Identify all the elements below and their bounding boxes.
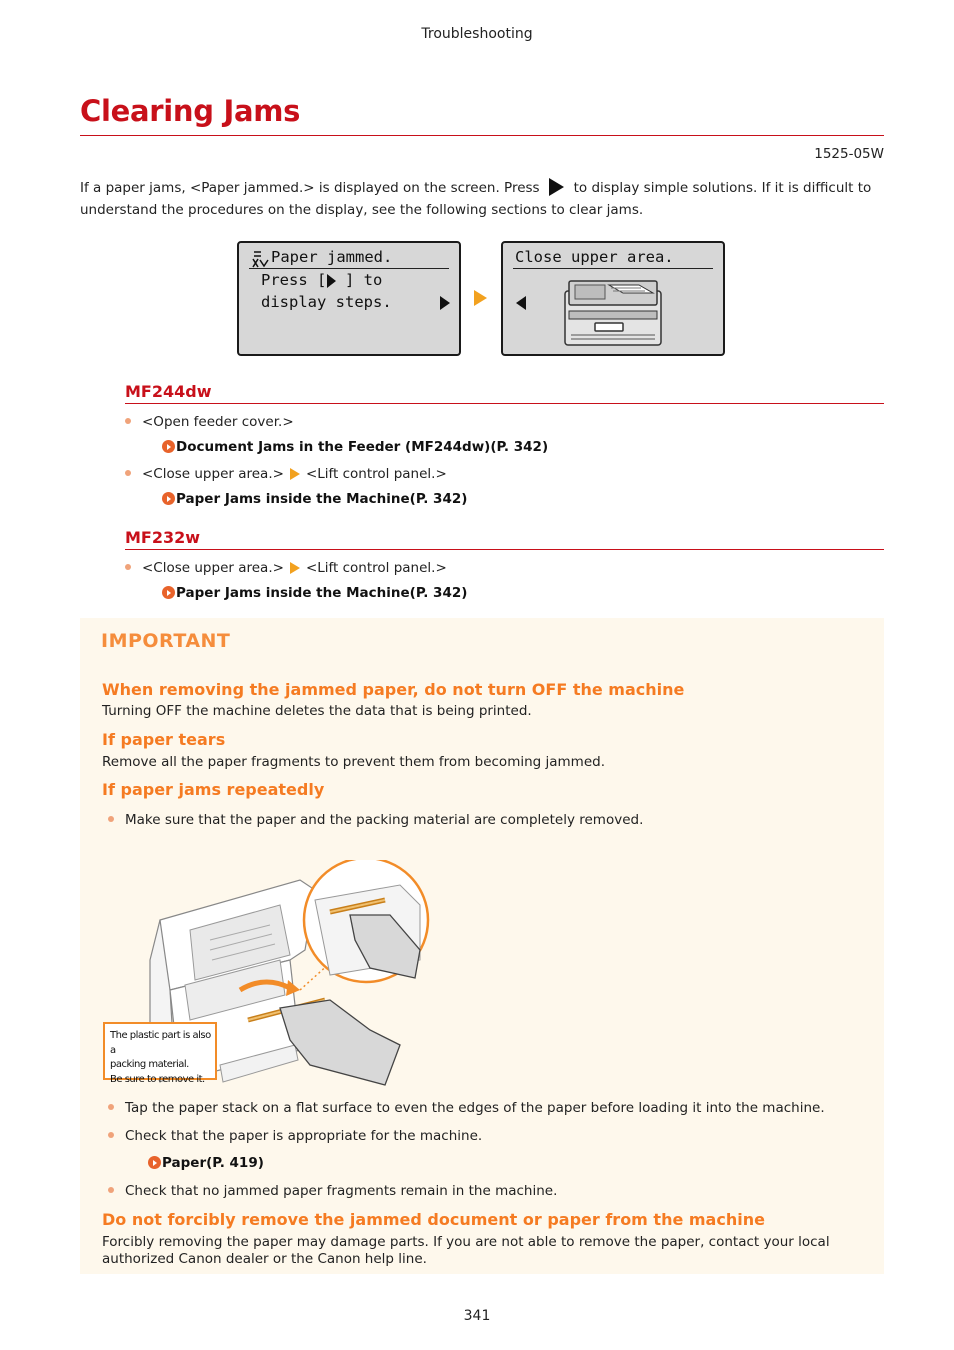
list-item xyxy=(108,1183,557,1199)
flow-arrow-icon xyxy=(474,290,487,306)
lcd1-divider xyxy=(249,268,449,269)
title-rule xyxy=(80,135,884,136)
step-arrow-icon xyxy=(290,562,300,574)
callout-line-1: The plastic part is also a xyxy=(110,1030,211,1056)
bullet-icon xyxy=(125,470,131,476)
bullet-icon xyxy=(108,816,114,822)
link-arrow-icon xyxy=(162,440,175,453)
link-label: Paper Jams inside the Machine(P. 342) xyxy=(176,491,468,507)
page-number: 341 xyxy=(463,1308,491,1324)
list-item xyxy=(125,466,447,482)
important-label: IMPORTANT xyxy=(101,630,231,652)
lcd-right-arrow-icon xyxy=(327,274,336,288)
lcd-next-arrow-icon xyxy=(440,296,450,310)
list-item-text: <Open feeder cover.> xyxy=(142,414,294,430)
important-heading-jams-repeatedly: If paper jams repeatedly xyxy=(102,780,325,799)
printer-icon xyxy=(561,279,665,347)
model-heading-mf244dw: MF244dw xyxy=(125,382,884,404)
link-arrow-icon xyxy=(148,1156,161,1169)
lcd2-line1: Close upper area. xyxy=(515,248,674,266)
bullet-icon xyxy=(108,1187,114,1193)
link-paper-jams-inside[interactable] xyxy=(162,585,467,601)
lcd1-line1: Paper jammed. xyxy=(271,248,393,266)
link-label: Paper(P. 419) xyxy=(162,1155,264,1171)
next-arrow-icon xyxy=(549,178,564,196)
list-item xyxy=(108,1128,482,1144)
list-item-text-b: <Lift control panel.> xyxy=(305,466,447,482)
lcd-screen-paper-jammed xyxy=(237,241,461,356)
callout-plastic-part xyxy=(103,1022,217,1085)
link-arrow-icon xyxy=(162,586,175,599)
callout-line-3: Be sure to remove it. xyxy=(110,1073,205,1085)
list-item-text: Tap the paper stack on a flat surface to even the edges of the paper before loading it into the machine. xyxy=(125,1100,825,1116)
bullet-icon xyxy=(125,418,131,424)
intro-text-before: If a paper jams, <Paper jammed.> is displayed on the screen. Press xyxy=(80,180,540,196)
important-text-forcibly-remove: Forcibly removing the paper may damage parts. If you are not able to remove the paper, contact your local authorized Canon dealer or the Canon help line. xyxy=(102,1234,830,1267)
link-paper-jams-inside[interactable] xyxy=(162,491,467,507)
document-id: 1525-05W xyxy=(814,146,884,162)
list-item-text-a: <Close upper area.> xyxy=(142,560,284,576)
important-heading-turn-off: When removing the jammed paper, do not turn OFF the machine xyxy=(102,680,685,699)
page-title: Clearing Jams xyxy=(80,94,301,128)
callout-line-2: packing material. xyxy=(110,1059,189,1070)
bullet-icon xyxy=(108,1132,114,1138)
lcd2-divider xyxy=(513,268,713,269)
list-item xyxy=(125,414,294,430)
link-document-jams-feeder[interactable] xyxy=(162,439,548,455)
model-heading-mf232w: MF232w xyxy=(125,528,884,550)
list-item xyxy=(125,560,447,576)
bullet-icon xyxy=(108,1104,114,1110)
link-arrow-icon xyxy=(162,492,175,505)
important-text-paper-tears: Remove all the paper fragments to prevent them from becoming jammed. xyxy=(102,754,606,770)
list-item-text: Check that the paper is appropriate for the machine. xyxy=(125,1128,483,1144)
link-label: Document Jams in the Feeder (MF244dw)(P. 342) xyxy=(176,439,549,455)
link-label: Paper Jams inside the Machine(P. 342) xyxy=(176,585,468,601)
paper-jam-icon xyxy=(251,250,271,268)
important-heading-paper-tears: If paper tears xyxy=(102,730,226,749)
list-item-text-a: <Close upper area.> xyxy=(142,466,284,482)
list-item xyxy=(108,1100,825,1116)
intro-paragraph xyxy=(80,178,880,221)
list-item-text-b: <Lift control panel.> xyxy=(305,560,447,576)
important-text-turn-off: Turning OFF the machine deletes the data that is being printed. xyxy=(102,703,532,719)
lcd-screen-close-upper-area xyxy=(501,241,725,356)
link-paper[interactable] xyxy=(148,1155,264,1171)
important-heading-forcibly-remove: Do not forcibly remove the jammed document or paper from the machine xyxy=(102,1210,765,1229)
lcd-back-arrow-icon xyxy=(516,296,526,310)
lcd1-line3: display steps. xyxy=(261,293,392,311)
step-arrow-icon xyxy=(290,468,300,480)
list-item xyxy=(108,812,643,828)
intro-text-after: to display simple solutions. If it is difficult to understand the procedures on the display, see the following sections to clear jams. xyxy=(80,180,872,218)
list-item-text: Make sure that the paper and the packing material are completely removed. xyxy=(125,812,644,828)
lcd1-line2: Press [ ] to xyxy=(261,271,383,289)
bullet-icon xyxy=(125,564,131,570)
list-item-text: Check that no jammed paper fragments remain in the machine. xyxy=(125,1183,558,1199)
running-header: Troubleshooting xyxy=(421,26,533,42)
